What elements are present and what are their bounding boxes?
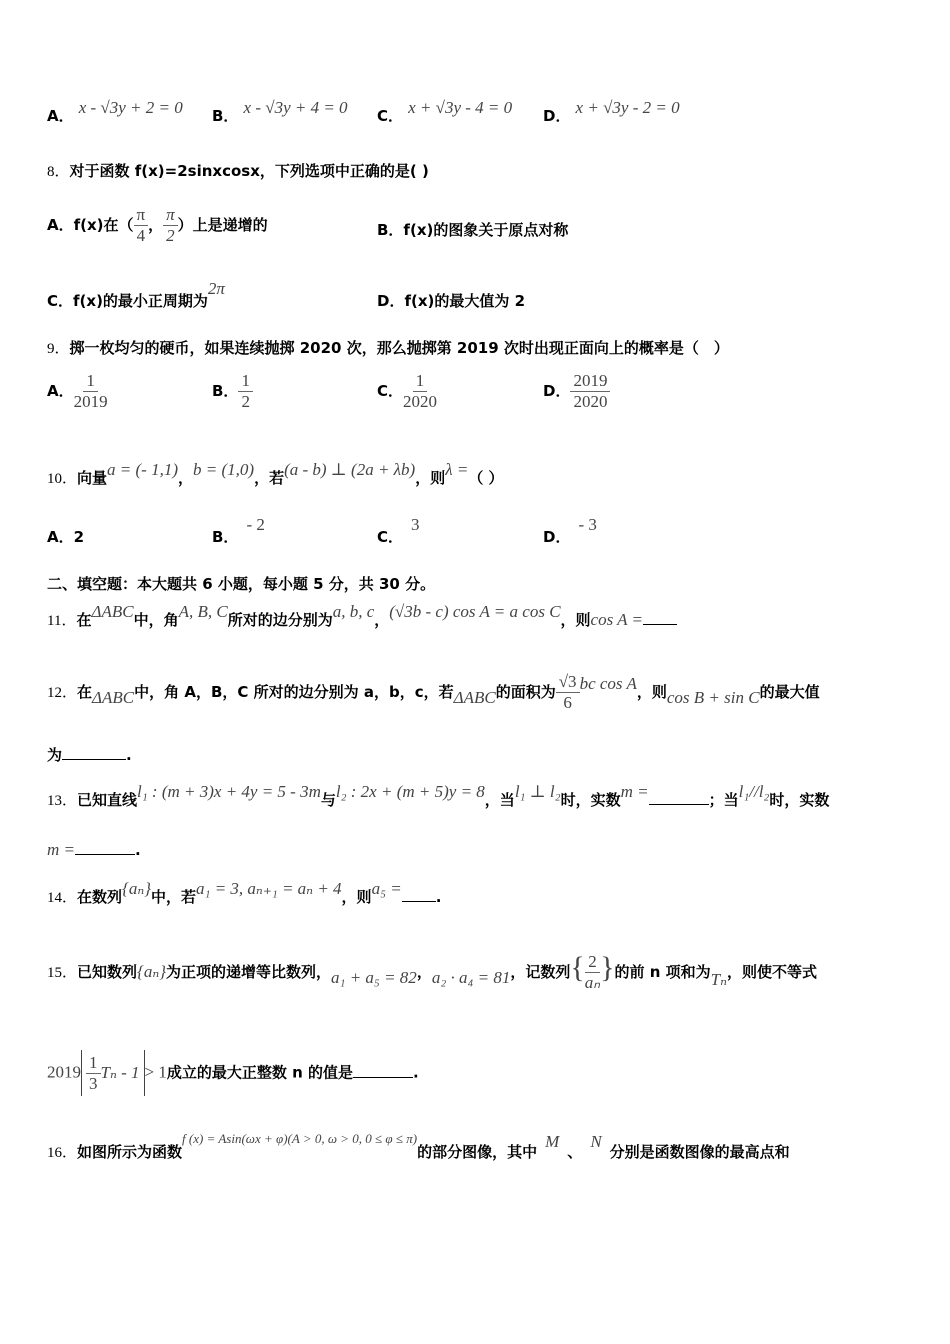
text: ；当 (708, 791, 739, 809)
math: (√3b - c) cos A = a cos C (389, 602, 561, 621)
math: λ = (445, 460, 469, 479)
math: m = (47, 840, 75, 859)
math: (a - b) ⊥ (2a + λb) (284, 460, 416, 479)
text: ，记数列 (510, 963, 571, 981)
answer-blank[interactable] (353, 1063, 413, 1078)
question-16 (47, 1131, 790, 1163)
text: 为正项的递增等比数列， (166, 963, 332, 981)
q8-option-d: D．f(x)的最大值为 2 (377, 292, 526, 310)
text: . (412, 1063, 419, 1082)
option-math: x - √3y + 4 = 0 (243, 98, 348, 117)
text: （ ） (468, 469, 504, 487)
math: ΔABC (91, 602, 134, 621)
fraction (238, 371, 253, 412)
option-label: A． (47, 382, 74, 400)
question-14 (47, 879, 442, 908)
numerator: 2019 (570, 371, 610, 392)
denominator: 2020 (403, 392, 438, 411)
q9-option-c (377, 371, 437, 412)
math: A, B, C (178, 602, 228, 621)
answer-blank[interactable] (75, 840, 135, 855)
denominator: 4 (136, 226, 146, 245)
text: ，则 (560, 611, 591, 629)
denominator: 2 (241, 392, 250, 411)
fraction (134, 205, 149, 246)
math: b = (1,0) (193, 460, 255, 479)
fraction (585, 952, 600, 993)
question-stem: 对于函数 f(x)=2sinxcosx，下列选项中正确的是( ) (69, 162, 429, 180)
denominator: 2 (166, 226, 175, 245)
text: ，若 (254, 469, 285, 487)
fraction (556, 672, 580, 713)
text: 中，若 (151, 888, 197, 906)
numerator: 1 (83, 371, 98, 392)
option-text: A．f(x)在（ (47, 216, 134, 234)
question-number: 12． (47, 685, 78, 701)
math: cos A = (590, 610, 643, 629)
text: 的最大值 (759, 683, 820, 701)
text: 在数列 (77, 888, 123, 906)
text: 与 (320, 791, 336, 809)
text: . (135, 841, 141, 859)
brace-right: } (600, 951, 615, 984)
numerator: π (163, 205, 178, 226)
math: N (590, 1132, 602, 1151)
option-value: - 2 (246, 515, 265, 534)
fraction (403, 371, 437, 412)
text: 已知数列 (77, 963, 138, 981)
numerator: 1 (413, 371, 428, 392)
text: 的前 n 项和为 (614, 963, 711, 981)
question-13 (47, 782, 830, 811)
denominator: 2020 (573, 392, 608, 411)
option-label: D． (543, 528, 571, 546)
text: 中，角 (133, 611, 179, 629)
question-number: 8． (47, 164, 70, 180)
question-number: 9． (47, 341, 70, 357)
option-value: - 3 (578, 515, 597, 534)
section-heading: 二、填空题：本大题共 6 小题，每小题 5 分，共 30 分。 (47, 575, 436, 593)
question-stem: 掷一枚均匀的硬币，如果连续抛掷 2020 次，那么抛掷第 2019 次时出现正面向上的概率是（ ） (69, 339, 729, 357)
math: ΔABC (453, 688, 496, 707)
text: 的面积为 (495, 683, 556, 701)
option-text: ）上是递增的 (177, 216, 268, 234)
text: 时，实数 (560, 791, 621, 809)
text: . (435, 888, 442, 906)
q9-option-a (47, 371, 108, 412)
math: {aₙ} (137, 962, 167, 981)
text: 如图所示为函数 (77, 1143, 183, 1161)
text: 中，角 A，B，C 所对的边分别为 a，b，c，若 (134, 683, 454, 701)
math: > 1 (144, 1062, 167, 1082)
text: ， (374, 611, 390, 629)
q10-option-b (212, 515, 265, 547)
question-11 (47, 602, 677, 631)
option-label: C． (377, 382, 404, 400)
math: {aₙ} (122, 879, 152, 898)
denominator: 2019 (73, 392, 108, 411)
text: ，则 (415, 469, 446, 487)
option-label: C． (377, 528, 404, 546)
text: 向量 (77, 469, 108, 487)
question-12-cont (47, 745, 132, 765)
question-15 (47, 948, 817, 993)
numerator: 1 (238, 371, 253, 392)
question-10 (47, 460, 504, 489)
answer-blank[interactable] (402, 887, 436, 902)
option-label: C． (377, 107, 404, 125)
math: l₁//l₂ (738, 782, 770, 801)
math: l₁ : (m + 3)x + 4y = 5 - 3m (137, 782, 321, 801)
numerator: 2 (585, 952, 600, 973)
answer-blank[interactable] (643, 610, 677, 625)
text: 已知直线 (77, 791, 138, 809)
option-label: D． (543, 107, 571, 125)
question-13-cont (47, 840, 141, 860)
fraction (163, 205, 178, 246)
math: a₁ = 3, aₙ₊₁ = aₙ + 4 (196, 879, 342, 898)
q9-option-b (212, 371, 253, 412)
text: 所对的边分别为 (227, 611, 333, 629)
math: a₅ = (371, 879, 402, 898)
question-15-cont (47, 1050, 419, 1096)
math: m = (620, 782, 649, 801)
math: l₂ : 2x + (m + 5)y = 8 (335, 782, 485, 801)
question-number: 11． (47, 613, 77, 629)
question-number: 16． (47, 1145, 78, 1161)
question-8 (47, 161, 429, 182)
option-math: 2π (207, 279, 225, 298)
text: 成立的最大正整数 n 的值是 (166, 1063, 353, 1082)
text: 为 (47, 746, 63, 764)
question-number: 10． (47, 471, 78, 487)
math: M (545, 1132, 560, 1151)
comma: ， (148, 216, 164, 234)
option-value: 3 (411, 515, 420, 534)
q10-option-c (377, 515, 420, 547)
text: 在 (77, 683, 93, 701)
math: Tₙ (710, 970, 727, 989)
question-number: 13． (47, 793, 78, 809)
text: ， (416, 963, 432, 981)
math: 2019 (47, 1062, 81, 1082)
denominator: 6 (563, 693, 572, 712)
fraction (74, 371, 108, 412)
numerator: √3 (556, 672, 580, 693)
option-math: x + √3y - 4 = 0 (408, 98, 513, 117)
text: ， (178, 469, 194, 487)
q8-option-c (47, 279, 225, 311)
math: cos B + sin C (666, 688, 760, 707)
option-label: B． (212, 382, 239, 400)
option-text: C．f(x)的最小正周期为 (47, 292, 208, 310)
absolute-value (81, 1050, 145, 1096)
option-label: D． (543, 382, 571, 400)
answer-blank[interactable] (649, 790, 709, 805)
text: ，当 (484, 791, 515, 809)
text: ，则使不等式 (726, 963, 817, 981)
option-math: x + √3y - 2 = 0 (575, 98, 680, 117)
text: . (126, 746, 132, 764)
fraction (570, 371, 610, 412)
q7-option-d (543, 98, 680, 126)
option-value: 2 (73, 528, 85, 546)
q8-option-b: B．f(x)的图象关于原点对称 (377, 221, 569, 239)
answer-blank[interactable] (62, 745, 126, 760)
q7-option-a (47, 98, 183, 126)
question-number: 14． (47, 890, 78, 906)
denominator: 3 (89, 1074, 98, 1093)
option-math: x - √3y + 2 = 0 (78, 98, 183, 117)
math: f (x) = Asin(ωx + φ)(A > 0, ω > 0, 0 ≤ φ ≤ π) (182, 1131, 418, 1146)
q10-option-a (47, 527, 84, 547)
text: 时，实数 (769, 791, 830, 809)
question-9 (47, 338, 729, 359)
text: 分别是函数图像的最高点和 (609, 1143, 790, 1161)
brace-left: { (570, 951, 585, 984)
option-label: B． (212, 528, 239, 546)
math: a = (- 1,1) (107, 460, 178, 479)
math: Tₙ - 1 (100, 1063, 140, 1082)
math: l₁ ⊥ l₂ (514, 782, 561, 801)
q8-option-a (47, 205, 268, 246)
q10-option-d (543, 515, 597, 547)
math: bc cos A (579, 674, 637, 693)
denominator: aₙ (584, 973, 601, 992)
math: a₂ · a₄ = 81 (431, 968, 511, 987)
math: a, b, c (332, 602, 375, 621)
fraction (86, 1053, 101, 1094)
question-number: 15． (47, 965, 78, 981)
text: 、 (567, 1143, 583, 1161)
option-label: B． (212, 107, 239, 125)
q7-option-c (377, 98, 513, 126)
q9-option-d (543, 371, 610, 412)
text: ，则 (341, 888, 372, 906)
option-label: A． (47, 528, 74, 546)
option-label: A． (47, 107, 74, 125)
text: 的部分图像，其中 (417, 1143, 538, 1161)
question-12 (47, 672, 820, 713)
math: ΔABC (92, 688, 135, 707)
numerator: π (134, 205, 149, 226)
text: 在 (76, 611, 92, 629)
text: ，则 (636, 683, 667, 701)
q7-option-b (212, 98, 348, 126)
math: a₁ + a₅ = 82 (331, 968, 417, 987)
numerator: 1 (86, 1053, 101, 1074)
